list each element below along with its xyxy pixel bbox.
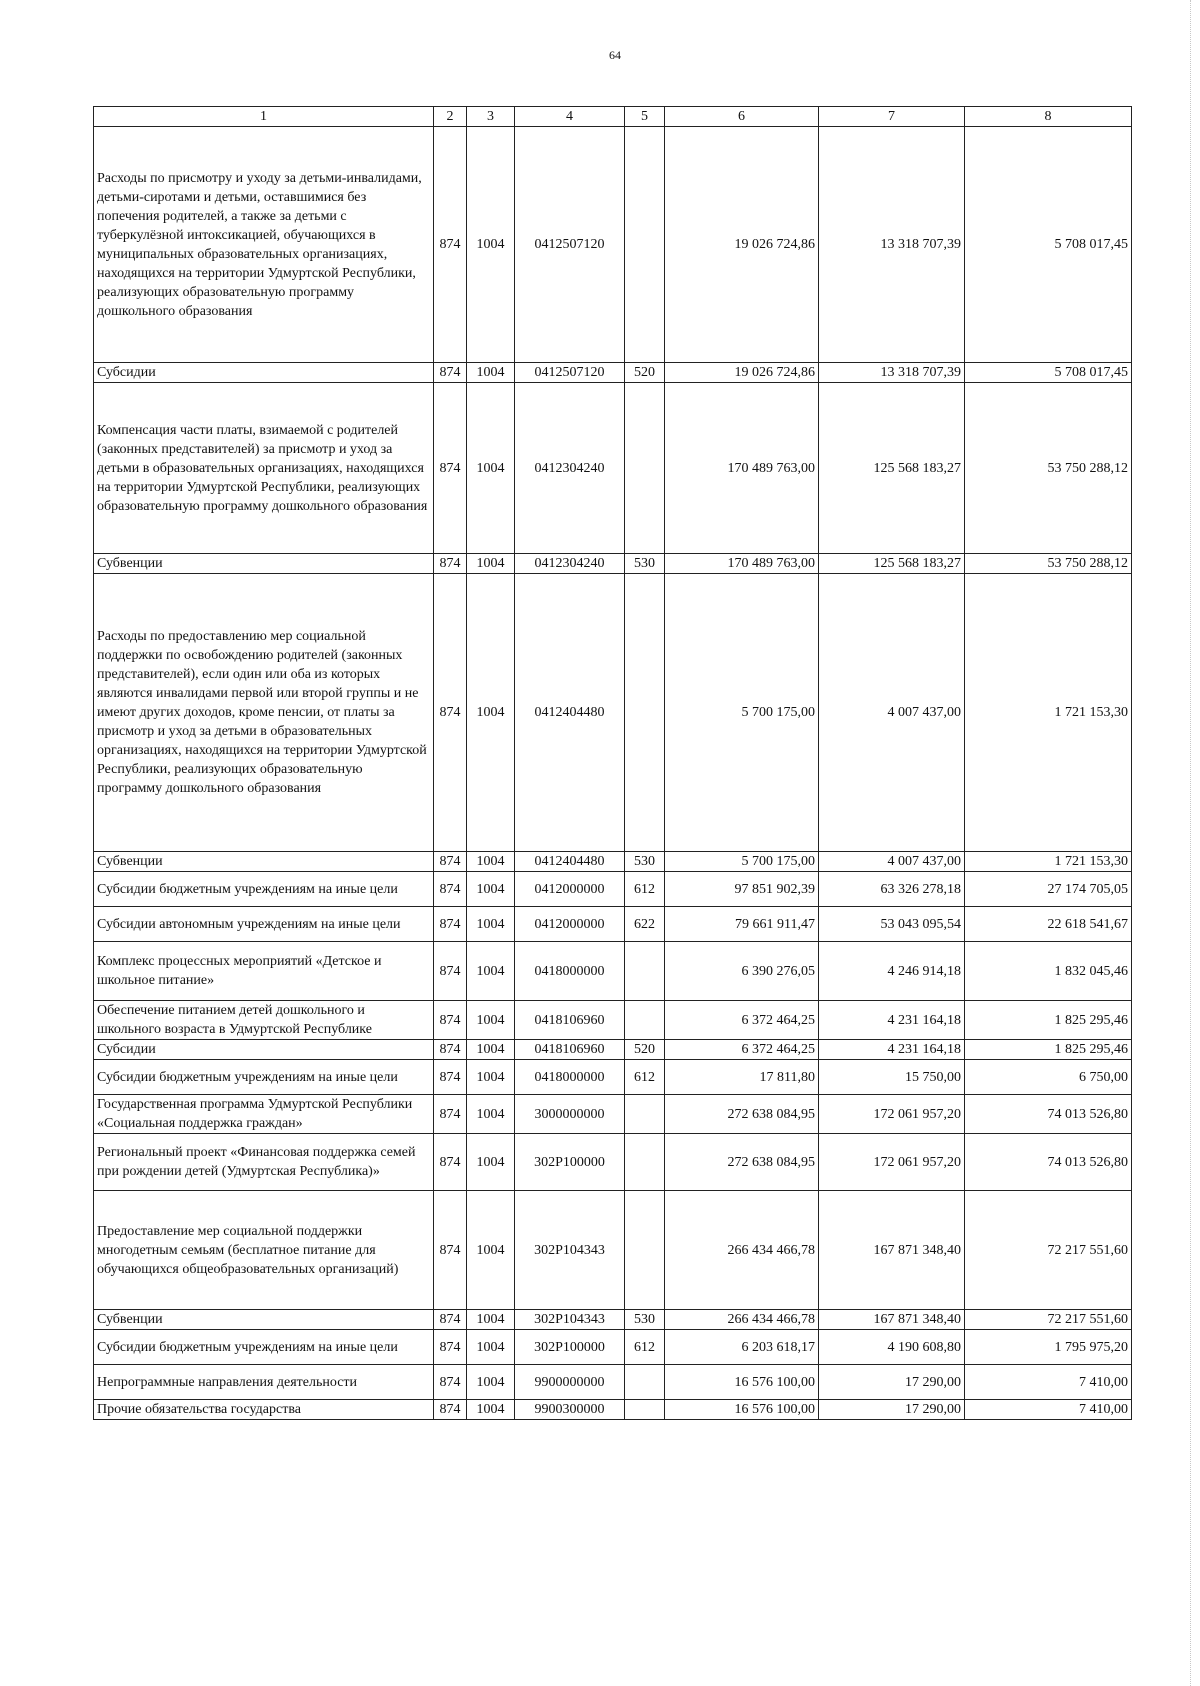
cell-col-8: 1 832 045,46 xyxy=(965,942,1132,1001)
cell-col-7: 167 871 348,40 xyxy=(819,1191,965,1310)
cell-col-2: 874 xyxy=(434,1040,467,1060)
cell-col-5 xyxy=(625,574,665,852)
row-name: Субсидии xyxy=(94,1040,434,1060)
cell-col-8: 72 217 551,60 xyxy=(965,1310,1132,1330)
table-row xyxy=(94,383,1132,554)
cell-col-4: 9900000000 xyxy=(515,1365,625,1400)
row-name: Прочие обязательства государства xyxy=(94,1400,434,1420)
column-header: 3 xyxy=(467,107,515,127)
cell-col-8: 1 721 153,30 xyxy=(965,574,1132,852)
cell-col-3: 1004 xyxy=(467,1040,515,1060)
row-name: Компенсация части платы, взимаемой с родителей (законных представителей) за присмотр и уход за детьми в образовательных организациях, находящихся на территории Удмуртской Республики, реализующих образовательную программу дошкольного образования xyxy=(94,383,434,554)
cell-col-2: 874 xyxy=(434,127,467,363)
cell-col-4: 0412304240 xyxy=(515,554,625,574)
cell-col-8: 53 750 288,12 xyxy=(965,383,1132,554)
cell-col-7: 4 246 914,18 xyxy=(819,942,965,1001)
cell-col-5 xyxy=(625,1095,665,1134)
row-name: Предоставление мер социальной поддержки многодетным семьям (бесплатное питание для обучающихся общеобразовательных организаций) xyxy=(94,1191,434,1310)
cell-col-6: 266 434 466,78 xyxy=(665,1191,819,1310)
page-number: 64 xyxy=(609,48,621,62)
cell-col-2: 874 xyxy=(434,363,467,383)
cell-col-4: 0412404480 xyxy=(515,852,625,872)
table-row xyxy=(94,554,1132,574)
cell-col-8: 6 750,00 xyxy=(965,1060,1132,1095)
cell-col-6: 170 489 763,00 xyxy=(665,554,819,574)
cell-col-5: 520 xyxy=(625,363,665,383)
cell-col-5 xyxy=(625,1134,665,1191)
cell-col-4: 0418106960 xyxy=(515,1040,625,1060)
cell-col-7: 17 290,00 xyxy=(819,1400,965,1420)
table-header-row xyxy=(94,107,1132,127)
cell-col-2: 874 xyxy=(434,554,467,574)
table-row xyxy=(94,1330,1132,1365)
cell-col-5: 612 xyxy=(625,1060,665,1095)
table-row xyxy=(94,852,1132,872)
cell-col-6: 6 372 464,25 xyxy=(665,1040,819,1060)
cell-col-8: 1 795 975,20 xyxy=(965,1330,1132,1365)
cell-col-7: 172 061 957,20 xyxy=(819,1134,965,1191)
cell-col-7: 15 750,00 xyxy=(819,1060,965,1095)
cell-col-2: 874 xyxy=(434,852,467,872)
cell-col-7: 4 231 164,18 xyxy=(819,1040,965,1060)
row-name: Государственная программа Удмуртской Республики «Социальная поддержка граждан» xyxy=(94,1095,434,1134)
cell-col-2: 874 xyxy=(434,1330,467,1365)
table-row xyxy=(94,363,1132,383)
cell-col-3: 1004 xyxy=(467,1134,515,1191)
cell-col-8: 74 013 526,80 xyxy=(965,1095,1132,1134)
table-row xyxy=(94,1365,1132,1400)
cell-col-7: 4 007 437,00 xyxy=(819,852,965,872)
cell-col-3: 1004 xyxy=(467,872,515,907)
cell-col-6: 6 390 276,05 xyxy=(665,942,819,1001)
cell-col-3: 1004 xyxy=(467,363,515,383)
cell-col-4: 3000000000 xyxy=(515,1095,625,1134)
cell-col-5 xyxy=(625,942,665,1001)
row-name: Субвенции xyxy=(94,554,434,574)
cell-col-2: 874 xyxy=(434,383,467,554)
cell-col-4: 302P104343 xyxy=(515,1191,625,1310)
cell-col-3: 1004 xyxy=(467,1095,515,1134)
cell-col-5 xyxy=(625,127,665,363)
cell-col-7: 4 190 608,80 xyxy=(819,1330,965,1365)
cell-col-5: 622 xyxy=(625,907,665,942)
cell-col-5: 520 xyxy=(625,1040,665,1060)
cell-col-2: 874 xyxy=(434,872,467,907)
scan-edge xyxy=(1190,0,1192,1686)
cell-col-8: 5 708 017,45 xyxy=(965,127,1132,363)
cell-col-6: 19 026 724,86 xyxy=(665,127,819,363)
cell-col-3: 1004 xyxy=(467,574,515,852)
cell-col-4: 0412507120 xyxy=(515,127,625,363)
cell-col-8: 1 825 295,46 xyxy=(965,1001,1132,1040)
cell-col-6: 97 851 902,39 xyxy=(665,872,819,907)
cell-col-3: 1004 xyxy=(467,1330,515,1365)
row-name: Непрограммные направления деятельности xyxy=(94,1365,434,1400)
cell-col-3: 1004 xyxy=(467,383,515,554)
column-header: 1 xyxy=(94,107,434,127)
column-header: 5 xyxy=(625,107,665,127)
cell-col-2: 874 xyxy=(434,1191,467,1310)
cell-col-6: 170 489 763,00 xyxy=(665,383,819,554)
cell-col-2: 874 xyxy=(434,1001,467,1040)
cell-col-6: 6 372 464,25 xyxy=(665,1001,819,1040)
cell-col-4: 0418106960 xyxy=(515,1001,625,1040)
row-name: Субсидии бюджетным учреждениям на иные цели xyxy=(94,872,434,907)
table-row xyxy=(94,1310,1132,1330)
row-name: Субсидии бюджетным учреждениям на иные цели xyxy=(94,1330,434,1365)
table-row xyxy=(94,1191,1132,1310)
table-row xyxy=(94,1040,1132,1060)
cell-col-2: 874 xyxy=(434,1060,467,1095)
cell-col-4: 0412507120 xyxy=(515,363,625,383)
cell-col-7: 17 290,00 xyxy=(819,1365,965,1400)
cell-col-2: 874 xyxy=(434,1400,467,1420)
row-name: Субсидии автономным учреждениям на иные цели xyxy=(94,907,434,942)
cell-col-3: 1004 xyxy=(467,1310,515,1330)
cell-col-3: 1004 xyxy=(467,127,515,363)
cell-col-6: 272 638 084,95 xyxy=(665,1134,819,1191)
cell-col-5: 530 xyxy=(625,852,665,872)
cell-col-4: 0412304240 xyxy=(515,383,625,554)
column-header: 2 xyxy=(434,107,467,127)
cell-col-3: 1004 xyxy=(467,1365,515,1400)
cell-col-4: 9900300000 xyxy=(515,1400,625,1420)
table-row xyxy=(94,1095,1132,1134)
cell-col-3: 1004 xyxy=(467,554,515,574)
row-name: Субсидии бюджетным учреждениям на иные цели xyxy=(94,1060,434,1095)
cell-col-6: 5 700 175,00 xyxy=(665,852,819,872)
cell-col-6: 16 576 100,00 xyxy=(665,1365,819,1400)
cell-col-8: 1 825 295,46 xyxy=(965,1040,1132,1060)
table-row xyxy=(94,1400,1132,1420)
cell-col-5: 612 xyxy=(625,872,665,907)
row-name: Расходы по присмотру и уходу за детьми-инвалидами, детьми-сиротами и детьми, оставшимися без попечения родителей, а также за детьми с туберкулёзной интоксикацией, обучающихся в муниципальных образовательных организациях, находящихся на территории Удмуртской Республики, реализующих образовательную программу дошкольного образования xyxy=(94,127,434,363)
budget-table xyxy=(93,106,1132,1420)
row-name: Субвенции xyxy=(94,852,434,872)
row-name: Обеспечение питанием детей дошкольного и школьного возраста в Удмуртской Республике xyxy=(94,1001,434,1040)
cell-col-5: 530 xyxy=(625,1310,665,1330)
cell-col-6: 16 576 100,00 xyxy=(665,1400,819,1420)
cell-col-6: 19 026 724,86 xyxy=(665,363,819,383)
column-header: 4 xyxy=(515,107,625,127)
cell-col-3: 1004 xyxy=(467,1191,515,1310)
cell-col-2: 874 xyxy=(434,1134,467,1191)
row-name: Региональный проект «Финансовая поддержка семей при рождении детей (Удмуртская Республика)» xyxy=(94,1134,434,1191)
cell-col-4: 0412404480 xyxy=(515,574,625,852)
cell-col-3: 1004 xyxy=(467,907,515,942)
cell-col-7: 4 007 437,00 xyxy=(819,574,965,852)
column-header: 7 xyxy=(819,107,965,127)
row-name: Комплекс процессных мероприятий «Детское и школьное питание» xyxy=(94,942,434,1001)
cell-col-5 xyxy=(625,1365,665,1400)
cell-col-4: 302P100000 xyxy=(515,1330,625,1365)
cell-col-4: 302P100000 xyxy=(515,1134,625,1191)
cell-col-7: 13 318 707,39 xyxy=(819,127,965,363)
table-row xyxy=(94,872,1132,907)
cell-col-6: 5 700 175,00 xyxy=(665,574,819,852)
cell-col-3: 1004 xyxy=(467,852,515,872)
cell-col-8: 53 750 288,12 xyxy=(965,554,1132,574)
cell-col-7: 172 061 957,20 xyxy=(819,1095,965,1134)
table-row xyxy=(94,127,1132,363)
cell-col-5: 530 xyxy=(625,554,665,574)
cell-col-4: 0412000000 xyxy=(515,907,625,942)
cell-col-7: 53 043 095,54 xyxy=(819,907,965,942)
cell-col-8: 22 618 541,67 xyxy=(965,907,1132,942)
cell-col-7: 4 231 164,18 xyxy=(819,1001,965,1040)
column-header: 8 xyxy=(965,107,1132,127)
cell-col-7: 125 568 183,27 xyxy=(819,554,965,574)
cell-col-4: 0418000000 xyxy=(515,942,625,1001)
cell-col-3: 1004 xyxy=(467,942,515,1001)
column-header: 6 xyxy=(665,107,819,127)
cell-col-2: 874 xyxy=(434,574,467,852)
cell-col-4: 302P104343 xyxy=(515,1310,625,1330)
table-row xyxy=(94,1060,1132,1095)
cell-col-8: 72 217 551,60 xyxy=(965,1191,1132,1310)
cell-col-2: 874 xyxy=(434,1095,467,1134)
table-row xyxy=(94,1001,1132,1040)
cell-col-5 xyxy=(625,1400,665,1420)
cell-col-7: 125 568 183,27 xyxy=(819,383,965,554)
cell-col-8: 5 708 017,45 xyxy=(965,363,1132,383)
cell-col-8: 7 410,00 xyxy=(965,1365,1132,1400)
cell-col-7: 63 326 278,18 xyxy=(819,872,965,907)
row-name: Субсидии xyxy=(94,363,434,383)
cell-col-6: 17 811,80 xyxy=(665,1060,819,1095)
cell-col-8: 1 721 153,30 xyxy=(965,852,1132,872)
table-row xyxy=(94,907,1132,942)
cell-col-2: 874 xyxy=(434,1365,467,1400)
cell-col-6: 79 661 911,47 xyxy=(665,907,819,942)
cell-col-8: 74 013 526,80 xyxy=(965,1134,1132,1191)
cell-col-8: 7 410,00 xyxy=(965,1400,1132,1420)
table-row xyxy=(94,942,1132,1001)
cell-col-2: 874 xyxy=(434,942,467,1001)
cell-col-5 xyxy=(625,1001,665,1040)
table-row xyxy=(94,1134,1132,1191)
table-row xyxy=(94,574,1132,852)
cell-col-5 xyxy=(625,383,665,554)
cell-col-2: 874 xyxy=(434,907,467,942)
cell-col-6: 266 434 466,78 xyxy=(665,1310,819,1330)
cell-col-4: 0418000000 xyxy=(515,1060,625,1095)
cell-col-3: 1004 xyxy=(467,1400,515,1420)
cell-col-6: 6 203 618,17 xyxy=(665,1330,819,1365)
cell-col-7: 13 318 707,39 xyxy=(819,363,965,383)
cell-col-4: 0412000000 xyxy=(515,872,625,907)
cell-col-5: 612 xyxy=(625,1330,665,1365)
cell-col-3: 1004 xyxy=(467,1060,515,1095)
row-name: Расходы по предоставлению мер социальной поддержки по освобождению родителей (законных представителей), если один или оба из которых являются инвалидами первой или второй группы и не имеют других доходов, кроме пенсии, от платы за присмотр и уход за детьми в образовательных организациях, находящихся на территории Удмуртской Республики, реализующих образовательную программу дошкольного образования xyxy=(94,574,434,852)
cell-col-8: 27 174 705,05 xyxy=(965,872,1132,907)
cell-col-2: 874 xyxy=(434,1310,467,1330)
cell-col-7: 167 871 348,40 xyxy=(819,1310,965,1330)
cell-col-3: 1004 xyxy=(467,1001,515,1040)
row-name: Субвенции xyxy=(94,1310,434,1330)
cell-col-6: 272 638 084,95 xyxy=(665,1095,819,1134)
cell-col-5 xyxy=(625,1191,665,1310)
